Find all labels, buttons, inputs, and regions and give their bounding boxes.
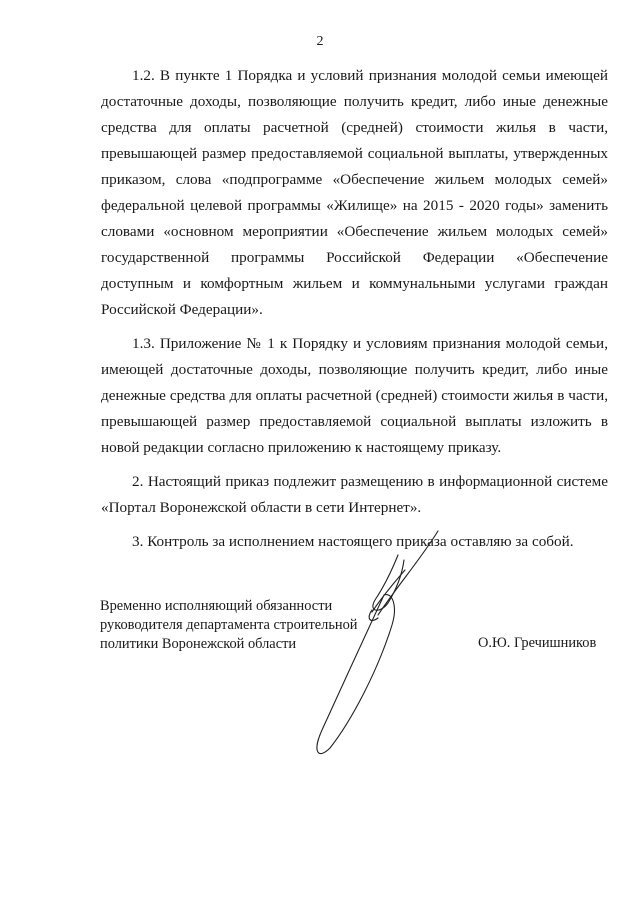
document-body [101,63,608,563]
page-number: 2 [316,34,324,49]
paragraph-1-2: 1.2. В пункте 1 Порядка и условий признания молодой семьи имеющей достаточные доходы, позволяющие получить кредит, либо иные денежные средства для оплаты расчетной (средней) стоимости жилья в части, превышающей размер предоставляемой социальной выплаты, утвержденных приказом, слова «подпрограмме «Обеспечение жильем молодых семей» федеральной целевой программы «Жилище» на 2015 - 2020 годы» заменить словами «основном мероприятии «Обеспечение жильем молодых семей» государственной программы Российской Федерации «Обеспечение доступным и комфортным жильем и коммунальными услугами граждан Российской Федерации». [101,67,608,318]
signatory-name: О.Ю. Гречишников [478,635,597,651]
paragraph-3: 3. Контроль за исполнением настоящего приказа оставляю за собой. [132,533,574,550]
signatory-position [100,597,358,654]
position-line: политики Воронежской области [100,636,297,652]
position-line: Временно исполняющий обязанности [100,598,333,614]
paragraph-2: 2. Настоящий приказ подлежит размещению в информационной системе «Портал Воронежской области в сети Интернет». [101,473,608,516]
paragraph-1-3: 1.3. Приложение № 1 к Порядку и условиям признания молодой семьи, имеющей достаточные доходы, позволяющие получить кредит, либо иные денежные средства для оплаты расчетной (средней) стоимости жилья в части, превышающей размер предоставляемой социальной выплаты изложить в новой редакции согласно приложению к настоящему приказу. [101,335,608,456]
position-line: руководителя департамента строительной [100,617,358,633]
